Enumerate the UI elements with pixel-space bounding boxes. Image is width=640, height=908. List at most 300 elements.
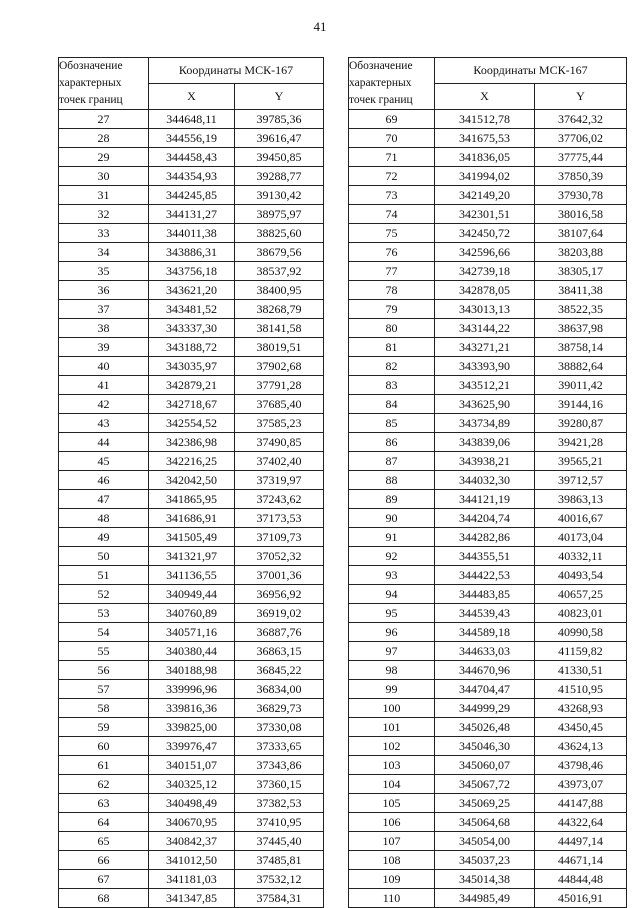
table-row bbox=[59, 167, 324, 186]
table-row bbox=[59, 756, 324, 775]
table-row bbox=[349, 490, 627, 509]
y-coordinate-cell: 37642,32 bbox=[535, 110, 627, 129]
x-coordinate-cell: 343734,89 bbox=[435, 414, 535, 433]
table-row bbox=[59, 718, 324, 737]
x-coordinate-cell: 344539,43 bbox=[435, 604, 535, 623]
y-coordinate-cell: 39288,77 bbox=[235, 167, 324, 186]
point-number-cell: 98 bbox=[349, 661, 435, 680]
x-coordinate-cell: 340760,89 bbox=[149, 604, 235, 623]
point-number-cell: 83 bbox=[349, 376, 435, 395]
point-number-cell: 28 bbox=[59, 129, 149, 148]
y-coordinate-cell: 38411,38 bbox=[535, 281, 627, 300]
y-coordinate-cell: 39712,57 bbox=[535, 471, 627, 490]
x-coordinate-cell: 339976,47 bbox=[149, 737, 235, 756]
table-row bbox=[349, 148, 627, 167]
x-coordinate-cell: 344131,27 bbox=[149, 205, 235, 224]
point-number-cell: 55 bbox=[59, 642, 149, 661]
x-coordinate-cell: 342450,72 bbox=[435, 224, 535, 243]
x-coordinate-cell: 345054,00 bbox=[435, 832, 535, 851]
x-coordinate-cell: 341512,78 bbox=[435, 110, 535, 129]
table-row bbox=[349, 395, 627, 414]
table-row bbox=[59, 490, 324, 509]
point-number-cell: 70 bbox=[349, 129, 435, 148]
x-coordinate-cell: 341181,03 bbox=[149, 870, 235, 889]
point-number-cell: 76 bbox=[349, 243, 435, 262]
x-coordinate-cell: 342554,52 bbox=[149, 414, 235, 433]
table-row bbox=[349, 756, 627, 775]
y-coordinate-cell: 44497,14 bbox=[535, 832, 627, 851]
table-row bbox=[349, 319, 627, 338]
table-row bbox=[59, 604, 324, 623]
point-number-cell: 79 bbox=[349, 300, 435, 319]
x-coordinate-cell: 342216,25 bbox=[149, 452, 235, 471]
x-coordinate-cell: 341675,53 bbox=[435, 129, 535, 148]
point-number-cell: 29 bbox=[59, 148, 149, 167]
x-coordinate-cell: 339825,00 bbox=[149, 718, 235, 737]
y-coordinate-cell: 38825,60 bbox=[235, 224, 324, 243]
x-coordinate-cell: 341686,91 bbox=[149, 509, 235, 528]
x-coordinate-cell: 341012,50 bbox=[149, 851, 235, 870]
x-coordinate-cell: 341505,49 bbox=[149, 528, 235, 547]
y-coordinate-cell: 39616,47 bbox=[235, 129, 324, 148]
y-coordinate-cell: 38882,64 bbox=[535, 357, 627, 376]
y-coordinate-cell: 41330,51 bbox=[535, 661, 627, 680]
y-coordinate-cell: 38758,14 bbox=[535, 338, 627, 357]
y-coordinate-cell: 38016,58 bbox=[535, 205, 627, 224]
header-point-line: характерных bbox=[59, 77, 122, 89]
point-number-cell: 62 bbox=[59, 775, 149, 794]
x-coordinate-cell: 343188,72 bbox=[149, 338, 235, 357]
point-number-cell: 66 bbox=[59, 851, 149, 870]
x-coordinate-cell: 340842,37 bbox=[149, 832, 235, 851]
point-number-cell: 106 bbox=[349, 813, 435, 832]
y-coordinate-cell: 37343,86 bbox=[235, 756, 324, 775]
point-number-cell: 68 bbox=[59, 889, 149, 908]
x-coordinate-cell: 344633,03 bbox=[435, 642, 535, 661]
point-number-cell: 34 bbox=[59, 243, 149, 262]
point-number-cell: 36 bbox=[59, 281, 149, 300]
point-number-cell: 104 bbox=[349, 775, 435, 794]
y-coordinate-cell: 37850,39 bbox=[535, 167, 627, 186]
y-coordinate-cell: 37243,62 bbox=[235, 490, 324, 509]
y-coordinate-cell: 40990,58 bbox=[535, 623, 627, 642]
y-coordinate-cell: 38975,97 bbox=[235, 205, 324, 224]
table-row bbox=[59, 319, 324, 338]
x-coordinate-cell: 343756,18 bbox=[149, 262, 235, 281]
table-row bbox=[349, 243, 627, 262]
table-row bbox=[349, 642, 627, 661]
point-number-cell: 52 bbox=[59, 585, 149, 604]
y-coordinate-cell: 39280,87 bbox=[535, 414, 627, 433]
y-coordinate-cell: 37532,12 bbox=[235, 870, 324, 889]
header-point-line: Обозначение bbox=[349, 60, 413, 72]
y-coordinate-cell: 38400,95 bbox=[235, 281, 324, 300]
point-number-cell: 97 bbox=[349, 642, 435, 661]
y-coordinate-cell: 36887,76 bbox=[235, 623, 324, 642]
point-number-cell: 56 bbox=[59, 661, 149, 680]
x-coordinate-cell: 344422,53 bbox=[435, 566, 535, 585]
table-row bbox=[349, 224, 627, 243]
y-coordinate-cell: 41510,95 bbox=[535, 680, 627, 699]
y-coordinate-cell: 40493,54 bbox=[535, 566, 627, 585]
table-row bbox=[59, 376, 324, 395]
y-coordinate-cell: 40657,25 bbox=[535, 585, 627, 604]
table-row bbox=[349, 547, 627, 566]
point-number-cell: 84 bbox=[349, 395, 435, 414]
table-row bbox=[349, 851, 627, 870]
point-number-cell: 87 bbox=[349, 452, 435, 471]
x-coordinate-cell: 341321,97 bbox=[149, 547, 235, 566]
table-row bbox=[349, 604, 627, 623]
point-number-cell: 45 bbox=[59, 452, 149, 471]
header-point-label bbox=[349, 58, 435, 110]
x-coordinate-cell: 343512,21 bbox=[435, 376, 535, 395]
y-coordinate-cell: 38305,17 bbox=[535, 262, 627, 281]
x-coordinate-cell: 343481,52 bbox=[149, 300, 235, 319]
table-row bbox=[349, 129, 627, 148]
table-row bbox=[59, 623, 324, 642]
table-row bbox=[349, 509, 627, 528]
y-coordinate-cell: 39144,16 bbox=[535, 395, 627, 414]
y-coordinate-cell: 39011,42 bbox=[535, 376, 627, 395]
header-coords-label: Координаты МСК-167 bbox=[149, 58, 324, 84]
point-number-cell: 63 bbox=[59, 794, 149, 813]
point-number-cell: 44 bbox=[59, 433, 149, 452]
y-coordinate-cell: 39785,36 bbox=[235, 110, 324, 129]
y-coordinate-cell: 37445,40 bbox=[235, 832, 324, 851]
y-coordinate-cell: 40823,01 bbox=[535, 604, 627, 623]
table-row bbox=[349, 338, 627, 357]
y-coordinate-cell: 37001,36 bbox=[235, 566, 324, 585]
point-number-cell: 50 bbox=[59, 547, 149, 566]
x-coordinate-cell: 344556,19 bbox=[149, 129, 235, 148]
table-row bbox=[349, 205, 627, 224]
y-coordinate-cell: 37333,65 bbox=[235, 737, 324, 756]
x-coordinate-cell: 340151,07 bbox=[149, 756, 235, 775]
x-coordinate-cell: 343839,06 bbox=[435, 433, 535, 452]
point-number-cell: 108 bbox=[349, 851, 435, 870]
table-row bbox=[59, 281, 324, 300]
table-row bbox=[349, 832, 627, 851]
x-coordinate-cell: 341136,55 bbox=[149, 566, 235, 585]
table-row bbox=[349, 452, 627, 471]
point-number-cell: 110 bbox=[349, 889, 435, 908]
y-coordinate-cell: 43268,93 bbox=[535, 699, 627, 718]
point-number-cell: 51 bbox=[59, 566, 149, 585]
table-body bbox=[59, 110, 324, 908]
point-number-cell: 71 bbox=[349, 148, 435, 167]
point-number-cell: 74 bbox=[349, 205, 435, 224]
x-coordinate-cell: 339996,96 bbox=[149, 680, 235, 699]
table-row bbox=[349, 110, 627, 129]
point-number-cell: 49 bbox=[59, 528, 149, 547]
point-number-cell: 92 bbox=[349, 547, 435, 566]
y-coordinate-cell: 38522,35 bbox=[535, 300, 627, 319]
y-coordinate-cell: 37360,15 bbox=[235, 775, 324, 794]
x-coordinate-cell: 340670,95 bbox=[149, 813, 235, 832]
x-coordinate-cell: 342879,21 bbox=[149, 376, 235, 395]
table-row bbox=[349, 585, 627, 604]
point-number-cell: 33 bbox=[59, 224, 149, 243]
x-coordinate-cell: 345064,68 bbox=[435, 813, 535, 832]
x-coordinate-cell: 340380,44 bbox=[149, 642, 235, 661]
header-point-label bbox=[59, 58, 149, 110]
table-row bbox=[59, 357, 324, 376]
point-number-cell: 35 bbox=[59, 262, 149, 281]
point-number-cell: 53 bbox=[59, 604, 149, 623]
table-row bbox=[349, 661, 627, 680]
x-coordinate-cell: 341994,02 bbox=[435, 167, 535, 186]
point-number-cell: 65 bbox=[59, 832, 149, 851]
y-coordinate-cell: 36956,92 bbox=[235, 585, 324, 604]
point-number-cell: 42 bbox=[59, 395, 149, 414]
x-coordinate-cell: 343035,97 bbox=[149, 357, 235, 376]
header-point-line: Обозначение bbox=[59, 60, 123, 72]
x-coordinate-cell: 344648,11 bbox=[149, 110, 235, 129]
table-row bbox=[349, 680, 627, 699]
x-coordinate-cell: 344204,74 bbox=[435, 509, 535, 528]
point-number-cell: 58 bbox=[59, 699, 149, 718]
point-number-cell: 64 bbox=[59, 813, 149, 832]
y-coordinate-cell: 38637,98 bbox=[535, 319, 627, 338]
x-coordinate-cell: 343938,21 bbox=[435, 452, 535, 471]
table-row bbox=[59, 129, 324, 148]
header-x-label: X bbox=[435, 84, 535, 110]
table-row bbox=[59, 471, 324, 490]
point-number-cell: 91 bbox=[349, 528, 435, 547]
y-coordinate-cell: 36863,15 bbox=[235, 642, 324, 661]
table-row bbox=[59, 851, 324, 870]
point-number-cell: 72 bbox=[349, 167, 435, 186]
x-coordinate-cell: 345014,38 bbox=[435, 870, 535, 889]
y-coordinate-cell: 37319,97 bbox=[235, 471, 324, 490]
header-y-label: Y bbox=[235, 84, 324, 110]
coordinates-table-left bbox=[58, 57, 324, 908]
y-coordinate-cell: 36829,73 bbox=[235, 699, 324, 718]
x-coordinate-cell: 345037,23 bbox=[435, 851, 535, 870]
x-coordinate-cell: 342718,67 bbox=[149, 395, 235, 414]
table-row bbox=[349, 281, 627, 300]
point-number-cell: 59 bbox=[59, 718, 149, 737]
y-coordinate-cell: 38019,51 bbox=[235, 338, 324, 357]
point-number-cell: 37 bbox=[59, 300, 149, 319]
point-number-cell: 102 bbox=[349, 737, 435, 756]
point-number-cell: 48 bbox=[59, 509, 149, 528]
y-coordinate-cell: 37930,78 bbox=[535, 186, 627, 205]
point-number-cell: 88 bbox=[349, 471, 435, 490]
table-row bbox=[59, 528, 324, 547]
table-row bbox=[349, 433, 627, 452]
table-row bbox=[59, 110, 324, 129]
x-coordinate-cell: 344011,38 bbox=[149, 224, 235, 243]
coordinates-table-right bbox=[348, 57, 627, 908]
table-row bbox=[59, 870, 324, 889]
y-coordinate-cell: 38537,92 bbox=[235, 262, 324, 281]
header-coords-label: Координаты МСК-167 bbox=[435, 58, 627, 84]
point-number-cell: 60 bbox=[59, 737, 149, 756]
y-coordinate-cell: 37791,28 bbox=[235, 376, 324, 395]
point-number-cell: 31 bbox=[59, 186, 149, 205]
table-row bbox=[59, 338, 324, 357]
x-coordinate-cell: 344354,93 bbox=[149, 167, 235, 186]
x-coordinate-cell: 342301,51 bbox=[435, 205, 535, 224]
x-coordinate-cell: 344032,30 bbox=[435, 471, 535, 490]
point-number-cell: 43 bbox=[59, 414, 149, 433]
table-row bbox=[59, 452, 324, 471]
table-row bbox=[349, 471, 627, 490]
point-number-cell: 30 bbox=[59, 167, 149, 186]
x-coordinate-cell: 344483,85 bbox=[435, 585, 535, 604]
point-number-cell: 95 bbox=[349, 604, 435, 623]
y-coordinate-cell: 45016,91 bbox=[535, 889, 627, 908]
x-coordinate-cell: 345046,30 bbox=[435, 737, 535, 756]
x-coordinate-cell: 340949,44 bbox=[149, 585, 235, 604]
y-coordinate-cell: 37173,53 bbox=[235, 509, 324, 528]
point-number-cell: 94 bbox=[349, 585, 435, 604]
y-coordinate-cell: 39863,13 bbox=[535, 490, 627, 509]
point-number-cell: 69 bbox=[349, 110, 435, 129]
table-row bbox=[349, 718, 627, 737]
y-coordinate-cell: 36845,22 bbox=[235, 661, 324, 680]
x-coordinate-cell: 342878,05 bbox=[435, 281, 535, 300]
x-coordinate-cell: 343393,90 bbox=[435, 357, 535, 376]
point-number-cell: 80 bbox=[349, 319, 435, 338]
x-coordinate-cell: 339816,36 bbox=[149, 699, 235, 718]
point-number-cell: 100 bbox=[349, 699, 435, 718]
y-coordinate-cell: 37052,32 bbox=[235, 547, 324, 566]
x-coordinate-cell: 342386,98 bbox=[149, 433, 235, 452]
y-coordinate-cell: 43798,46 bbox=[535, 756, 627, 775]
table-row bbox=[59, 509, 324, 528]
y-coordinate-cell: 37685,40 bbox=[235, 395, 324, 414]
x-coordinate-cell: 342149,20 bbox=[435, 186, 535, 205]
point-number-cell: 39 bbox=[59, 338, 149, 357]
point-number-cell: 75 bbox=[349, 224, 435, 243]
y-coordinate-cell: 37410,95 bbox=[235, 813, 324, 832]
point-number-cell: 46 bbox=[59, 471, 149, 490]
table-row bbox=[349, 528, 627, 547]
x-coordinate-cell: 342042,50 bbox=[149, 471, 235, 490]
table-row bbox=[59, 433, 324, 452]
x-coordinate-cell: 344355,51 bbox=[435, 547, 535, 566]
y-coordinate-cell: 36919,02 bbox=[235, 604, 324, 623]
y-coordinate-cell: 37402,40 bbox=[235, 452, 324, 471]
x-coordinate-cell: 342596,66 bbox=[435, 243, 535, 262]
table-row bbox=[59, 300, 324, 319]
point-number-cell: 86 bbox=[349, 433, 435, 452]
table-body bbox=[349, 110, 627, 908]
table-row bbox=[59, 699, 324, 718]
point-number-cell: 41 bbox=[59, 376, 149, 395]
point-number-cell: 61 bbox=[59, 756, 149, 775]
point-number-cell: 96 bbox=[349, 623, 435, 642]
table-row bbox=[59, 794, 324, 813]
x-coordinate-cell: 345069,25 bbox=[435, 794, 535, 813]
table-row bbox=[59, 642, 324, 661]
y-coordinate-cell: 38203,88 bbox=[535, 243, 627, 262]
point-number-cell: 89 bbox=[349, 490, 435, 509]
point-number-cell: 27 bbox=[59, 110, 149, 129]
x-coordinate-cell: 340188,98 bbox=[149, 661, 235, 680]
y-coordinate-cell: 37109,73 bbox=[235, 528, 324, 547]
header-x-label: X bbox=[149, 84, 235, 110]
page-number: 41 bbox=[313, 19, 327, 34]
header-point-line: характерных bbox=[349, 77, 412, 89]
x-coordinate-cell: 344985,49 bbox=[435, 889, 535, 908]
table-row bbox=[59, 737, 324, 756]
table-row bbox=[349, 357, 627, 376]
point-number-cell: 85 bbox=[349, 414, 435, 433]
y-coordinate-cell: 39450,85 bbox=[235, 148, 324, 167]
table-row bbox=[349, 775, 627, 794]
y-coordinate-cell: 37330,08 bbox=[235, 718, 324, 737]
y-coordinate-cell: 39565,21 bbox=[535, 452, 627, 471]
x-coordinate-cell: 344589,18 bbox=[435, 623, 535, 642]
point-number-cell: 103 bbox=[349, 756, 435, 775]
y-coordinate-cell: 44147,88 bbox=[535, 794, 627, 813]
y-coordinate-cell: 44671,14 bbox=[535, 851, 627, 870]
header-y-label: Y bbox=[535, 84, 627, 110]
point-number-cell: 105 bbox=[349, 794, 435, 813]
point-number-cell: 40 bbox=[59, 357, 149, 376]
table-row bbox=[59, 148, 324, 167]
y-coordinate-cell: 43624,13 bbox=[535, 737, 627, 756]
y-coordinate-cell: 37382,53 bbox=[235, 794, 324, 813]
table-row bbox=[59, 205, 324, 224]
x-coordinate-cell: 343013,13 bbox=[435, 300, 535, 319]
table-row bbox=[59, 224, 324, 243]
y-coordinate-cell: 37775,44 bbox=[535, 148, 627, 167]
table-row bbox=[349, 300, 627, 319]
x-coordinate-cell: 344670,96 bbox=[435, 661, 535, 680]
point-number-cell: 54 bbox=[59, 623, 149, 642]
point-number-cell: 90 bbox=[349, 509, 435, 528]
table-row bbox=[59, 395, 324, 414]
x-coordinate-cell: 341836,05 bbox=[435, 148, 535, 167]
y-coordinate-cell: 37902,68 bbox=[235, 357, 324, 376]
x-coordinate-cell: 344245,85 bbox=[149, 186, 235, 205]
point-number-cell: 81 bbox=[349, 338, 435, 357]
point-number-cell: 101 bbox=[349, 718, 435, 737]
table-row bbox=[349, 699, 627, 718]
point-number-cell: 67 bbox=[59, 870, 149, 889]
y-coordinate-cell: 38268,79 bbox=[235, 300, 324, 319]
point-number-cell: 57 bbox=[59, 680, 149, 699]
header-point-line: точек границ bbox=[349, 94, 413, 106]
table-row bbox=[59, 585, 324, 604]
table-row bbox=[349, 566, 627, 585]
table-row bbox=[349, 262, 627, 281]
point-number-cell: 73 bbox=[349, 186, 435, 205]
y-coordinate-cell: 40016,67 bbox=[535, 509, 627, 528]
y-coordinate-cell: 39130,42 bbox=[235, 186, 324, 205]
x-coordinate-cell: 343271,21 bbox=[435, 338, 535, 357]
x-coordinate-cell: 343621,20 bbox=[149, 281, 235, 300]
y-coordinate-cell: 38679,56 bbox=[235, 243, 324, 262]
table-row bbox=[59, 832, 324, 851]
y-coordinate-cell: 37584,31 bbox=[235, 889, 324, 908]
y-coordinate-cell: 37585,23 bbox=[235, 414, 324, 433]
table-row bbox=[349, 414, 627, 433]
table-row bbox=[59, 547, 324, 566]
table-row bbox=[349, 376, 627, 395]
point-number-cell: 109 bbox=[349, 870, 435, 889]
x-coordinate-cell: 345060,07 bbox=[435, 756, 535, 775]
x-coordinate-cell: 344999,29 bbox=[435, 699, 535, 718]
y-coordinate-cell: 44844,48 bbox=[535, 870, 627, 889]
table-row bbox=[349, 870, 627, 889]
x-coordinate-cell: 343886,31 bbox=[149, 243, 235, 262]
